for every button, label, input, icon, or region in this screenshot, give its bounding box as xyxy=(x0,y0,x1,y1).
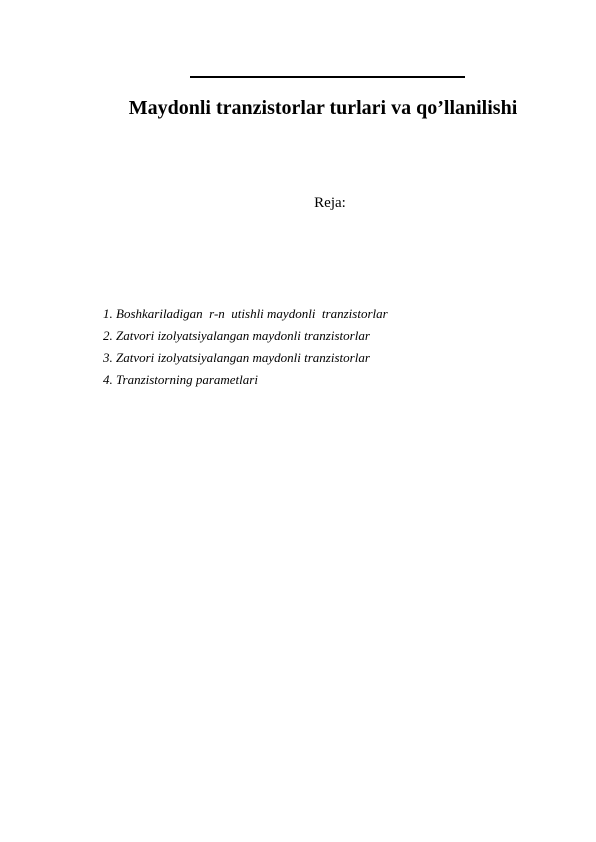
plan-item: 4. Tranzistorning parametlari xyxy=(103,372,258,387)
document-title: Maydonli tranzistorlar turlari va qo’llanilishi xyxy=(128,97,518,119)
title-underline-rule xyxy=(190,76,465,78)
plan-list xyxy=(103,304,388,392)
plan-item: 3. Zatvori izolyatsiyalangan maydonli tranzistorlar xyxy=(103,350,370,365)
plan-heading: Reja: xyxy=(314,195,346,211)
plan-item: 1. Boshkariladigan r-n utishli maydonli tranzistorlar xyxy=(103,306,388,321)
plan-item: 2. Zatvori izolyatsiyalangan maydonli tranzistorlar xyxy=(103,328,370,343)
